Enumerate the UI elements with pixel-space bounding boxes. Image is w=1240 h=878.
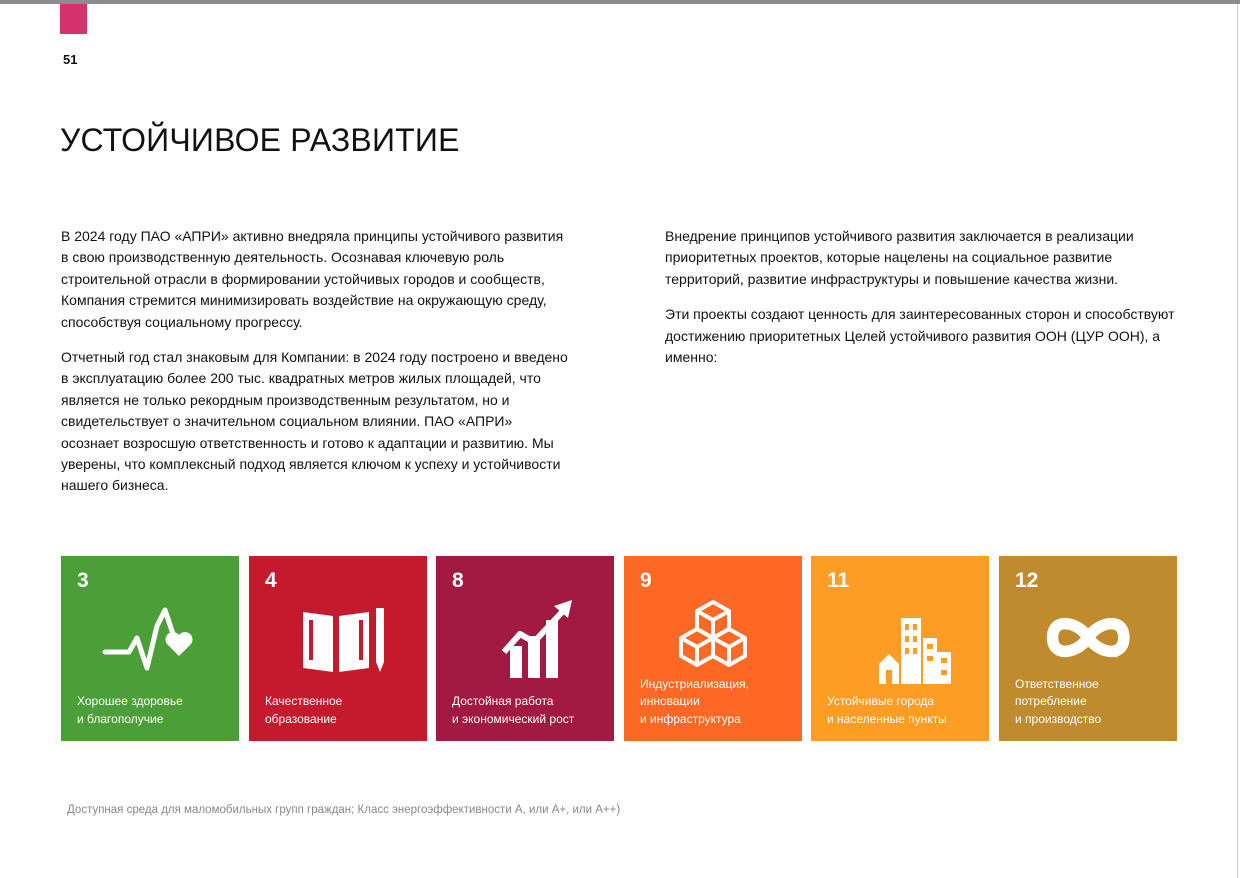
book-pencil-icon bbox=[283, 580, 393, 690]
page-number: 51 bbox=[63, 52, 78, 67]
sdg-number: 11 bbox=[827, 569, 850, 592]
paragraph: Эти проекты создают ценность для заинтересованных сторон и способствуют достижению приоритетных Целей устойчивого развития ООН (ЦУР ООН), а именно: bbox=[665, 306, 1175, 366]
sdg-tile-9 bbox=[624, 556, 802, 741]
paragraph: Отчетный год стал знаковым для Компании: в 2024 году построено и введено в эксплуатацию более 200 тыс. квадратных метров жилых площадей, что является не только рекордным производственным результатом, но и свидетельствует о значительном социальном влиянии. ПАО «АПРИ» осознает возросшую ответственность и готово к адаптации и развитию. Мы уверены, что комплексный подход является ключом к успеху и устойчивости нашего бизнеса. bbox=[61, 349, 568, 494]
paragraph: В 2024 году ПАО «АПРИ» активно внедряла принципы устойчивого развития в свою производственную деятельность. Осознавая ключевую роль строительной отрасли в формировании устойчивых городов и сообществ, Компания стремится минимизировать воздействие на окружающую среду, способствуя социальному прогрессу. bbox=[61, 228, 564, 330]
sdg-number: 12 bbox=[1015, 569, 1039, 592]
sdg-label: Достойная работа и экономический рост bbox=[452, 694, 575, 726]
heartbeat-icon bbox=[95, 580, 205, 690]
growth-chart-icon bbox=[470, 580, 580, 690]
footnote: Доступная среда для маломобильных групп граждан; Класс энергоэффективности A, или A+, или A++) bbox=[67, 804, 621, 816]
sdg-label: Устойчивые города и населенные пункты bbox=[827, 694, 947, 726]
sdg-label: Хорошее здоровье и благополучие bbox=[77, 694, 183, 726]
sdg-label: Ответственное потребление и производство bbox=[1015, 676, 1102, 726]
sdg-tile-4 bbox=[249, 556, 427, 741]
left-column bbox=[61, 226, 571, 511]
paragraph: Внедрение принципов устойчивого развития заключается в реализации приоритетных проектов, которые нацелены на социальное развитие территорий, развитие инфраструктуры и повышение качества жизни. bbox=[665, 228, 1134, 287]
sdg-number: 8 bbox=[452, 569, 464, 592]
infinity-loop-icon bbox=[1033, 580, 1143, 690]
sdg-label: Качественное образование bbox=[265, 694, 343, 726]
accent-bookmark bbox=[60, 4, 87, 34]
sdg-tile-11 bbox=[811, 556, 989, 741]
top-border bbox=[0, 0, 1240, 4]
page-title: УСТОЙЧИВОЕ РАЗВИТИЕ bbox=[60, 122, 460, 158]
sdg-tile-8 bbox=[436, 556, 614, 741]
sdg-number: 9 bbox=[640, 569, 652, 592]
sdg-tile-3 bbox=[61, 556, 239, 741]
sdg-label: Индустриализация, инновации и инфраструктура bbox=[640, 676, 749, 726]
right-border bbox=[1237, 4, 1238, 878]
sdg-tile-12 bbox=[999, 556, 1177, 741]
cubes-icon bbox=[658, 580, 768, 690]
sdg-number: 4 bbox=[265, 569, 277, 592]
city-buildings-icon bbox=[845, 580, 955, 690]
sdg-number: 3 bbox=[77, 569, 89, 592]
right-column bbox=[665, 226, 1175, 382]
